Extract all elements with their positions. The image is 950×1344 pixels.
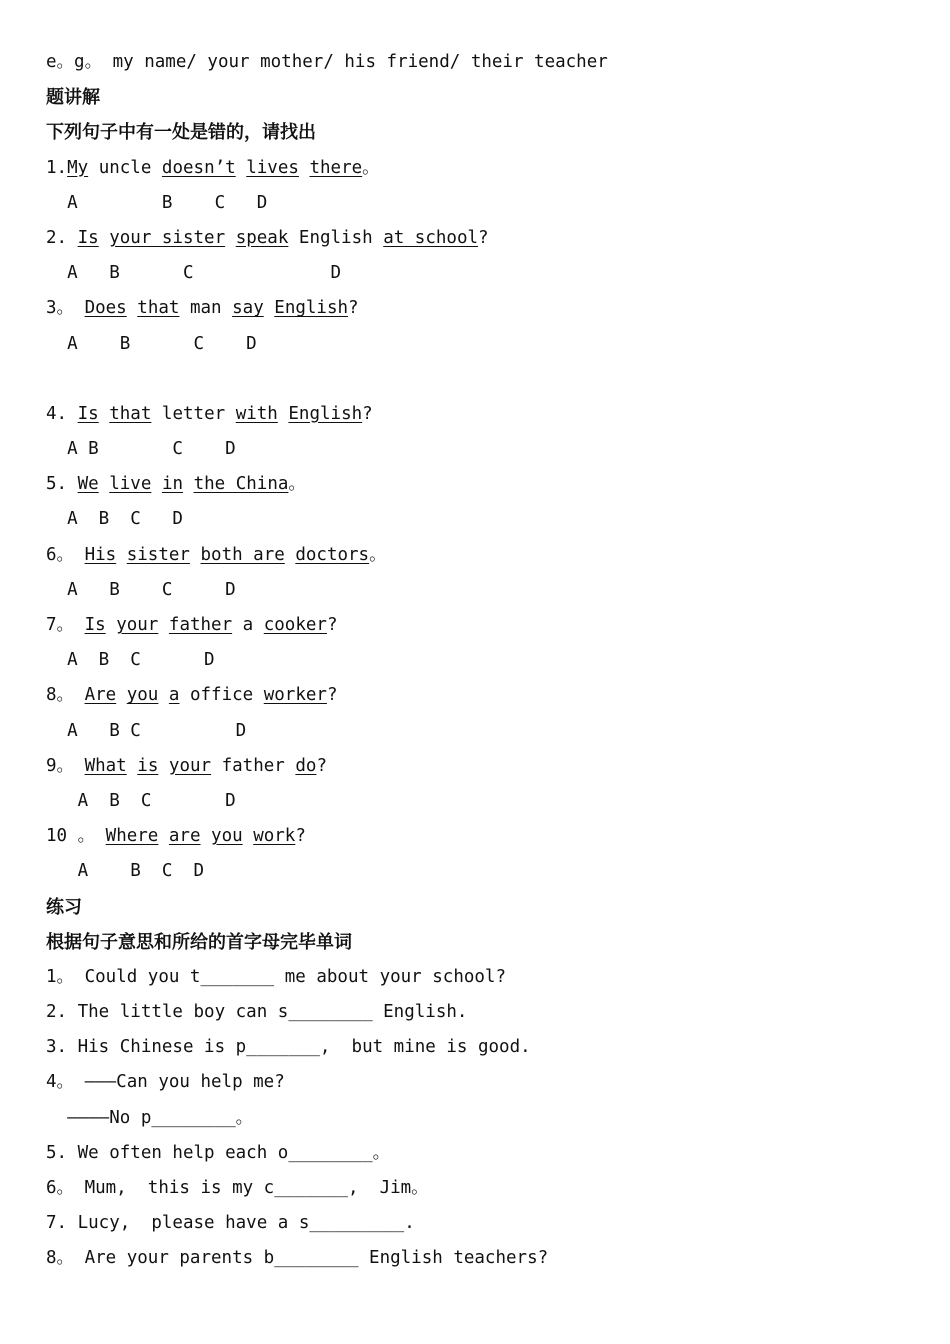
option-letters-1: A B C D	[46, 192, 268, 213]
underlined-option: Is	[84, 615, 106, 635]
question-text: a	[232, 615, 264, 635]
question-text	[190, 545, 201, 565]
error-question-1	[46, 151, 926, 186]
error-question-6	[46, 538, 926, 573]
underlined-option: that	[137, 298, 180, 319]
underlined-option: English	[288, 403, 363, 424]
question-text	[158, 685, 169, 705]
question-text: ?	[326, 615, 338, 635]
question-text: 9。	[46, 755, 85, 776]
question-text: ?	[295, 826, 306, 847]
underlined-option: Where	[105, 826, 159, 847]
question-text: ?	[478, 227, 489, 248]
underlined-option: Is	[77, 403, 99, 424]
section-heading-practice: 练习	[46, 896, 82, 918]
question-text: ?	[326, 685, 338, 706]
option-letters-8: A B C D	[46, 720, 247, 741]
underlined-option: cooker	[263, 615, 327, 635]
underlined-option: both are	[200, 544, 285, 565]
question-text	[127, 756, 138, 776]
instruction-find-error: 下列句子中有一处是错的，请找出	[46, 122, 316, 144]
underlined-option: in	[161, 474, 184, 495]
underlined-option: live	[109, 474, 152, 495]
option-letters-4: A B C D	[46, 439, 236, 460]
fill-question-line: 4。 ———Can you help me?	[46, 1072, 285, 1093]
question-text: 5.	[46, 474, 78, 495]
question-text: letter	[151, 403, 236, 424]
blank-line	[46, 362, 926, 397]
underlined-option: Does	[84, 298, 127, 319]
underlined-option: your	[116, 615, 159, 635]
underlined-option: at school	[383, 227, 479, 248]
question-text	[158, 615, 169, 635]
option-letters-2: A B C D	[46, 263, 342, 284]
question-text: ?	[348, 298, 359, 319]
question-text: 4.	[46, 403, 78, 424]
question-text	[99, 228, 110, 248]
question-text: 。	[369, 544, 387, 565]
option-letters-6: A B C D	[46, 579, 236, 600]
underlined-option: that	[109, 403, 152, 424]
document-page	[46, 45, 926, 1277]
underlined-option: Is	[77, 227, 99, 248]
error-question-4	[46, 397, 926, 432]
error-question-list	[46, 151, 926, 890]
question-text	[116, 545, 127, 565]
underlined-option: worker	[263, 685, 327, 706]
fill-question-line: 3. His Chinese is p_______, but mine is good.	[46, 1037, 531, 1058]
question-text	[106, 615, 117, 635]
underlined-option: Are	[84, 685, 117, 706]
fill-question-line: 8。 Are your parents b________ English teachers?	[46, 1248, 549, 1269]
question-text	[243, 826, 254, 846]
underlined-option: doctors	[295, 544, 370, 565]
question-text: 7。	[46, 615, 85, 635]
question-text	[201, 826, 212, 846]
underlined-option: lives	[246, 157, 299, 178]
question-text: uncle	[88, 157, 162, 178]
fill-question-line: 6。 Mum, this is my c_______, Jim。	[46, 1178, 429, 1198]
underlined-option: with	[235, 403, 278, 424]
underlined-option: is	[137, 755, 159, 776]
question-text	[116, 685, 127, 705]
question-text	[264, 298, 275, 318]
option-letters-5: A B C D	[46, 509, 183, 530]
question-text: 1.	[46, 157, 68, 178]
question-text: man	[179, 298, 233, 319]
option-letters-3: A B C D	[46, 333, 257, 354]
question-text	[99, 404, 110, 424]
question-text	[285, 545, 296, 565]
underlined-option: English	[274, 298, 349, 319]
question-text: 6。	[46, 544, 85, 565]
fill-question-line: ————No p________。	[46, 1107, 254, 1128]
underlined-option: father	[168, 615, 233, 635]
error-question-8	[46, 678, 926, 713]
underlined-option: are	[168, 826, 201, 847]
underlined-option: speak	[235, 227, 289, 248]
question-text: 10 。	[46, 826, 106, 847]
option-letters-10: A B C D	[46, 861, 205, 882]
example-line: e。g。 my name/ your mother/ his friend/ their teacher	[46, 52, 608, 72]
question-text	[236, 158, 247, 178]
question-text	[158, 826, 169, 846]
option-letters-7: A B C D	[46, 650, 215, 671]
option-letters-9: A B C D	[46, 790, 236, 811]
question-text: 2.	[46, 227, 78, 248]
underlined-option: there	[309, 157, 363, 178]
error-question-3	[46, 291, 926, 326]
question-text: 8。	[46, 685, 85, 706]
underlined-option: do	[295, 755, 317, 776]
question-text: 。	[362, 157, 380, 178]
error-question-10	[46, 819, 926, 854]
question-text	[278, 404, 289, 424]
question-text	[183, 474, 194, 494]
underlined-option: work	[253, 826, 296, 847]
question-text	[158, 756, 169, 776]
question-text: office	[179, 685, 264, 706]
underlined-option: you	[126, 685, 159, 706]
underlined-option: His	[84, 544, 117, 565]
underlined-option: you	[211, 826, 243, 847]
question-text: ?	[316, 755, 327, 776]
question-text: 。	[288, 474, 306, 495]
underlined-option: a	[168, 685, 180, 706]
error-question-9	[46, 749, 926, 784]
question-text	[151, 474, 162, 494]
underlined-option: We	[77, 474, 99, 495]
question-text: English	[288, 227, 384, 248]
question-text	[225, 228, 236, 248]
underlined-option: sister	[126, 544, 190, 565]
question-text: 3。	[46, 298, 85, 319]
error-question-7	[46, 608, 926, 643]
question-text: ?	[362, 403, 373, 424]
question-text: father	[211, 755, 296, 776]
question-text	[299, 158, 310, 178]
underlined-option: your sister	[109, 227, 226, 248]
fill-question-line: 2. The little boy can s________ English.	[46, 1002, 468, 1023]
fill-question-line: 5. We often help each o________。	[46, 1142, 391, 1163]
underlined-option: your	[168, 755, 212, 776]
fill-question-list	[46, 960, 926, 1277]
underlined-option: My	[67, 157, 89, 178]
underlined-option: say	[232, 298, 264, 319]
error-question-2	[46, 221, 926, 256]
fill-question-line: 7. Lucy, please have a s_________.	[46, 1213, 415, 1234]
section-heading-explain: 题讲解	[46, 87, 100, 109]
question-text	[99, 474, 110, 494]
question-text	[127, 298, 138, 318]
error-question-5	[46, 467, 926, 502]
instruction-fill-words: 根据句子意思和所给的首字母完毕单词	[46, 931, 352, 953]
underlined-option: the China	[193, 474, 289, 495]
fill-question-line: 1。 Could you t_______ me about your school?	[46, 966, 507, 987]
underlined-option: What	[84, 755, 127, 776]
underlined-option: doesn’t	[161, 157, 236, 178]
